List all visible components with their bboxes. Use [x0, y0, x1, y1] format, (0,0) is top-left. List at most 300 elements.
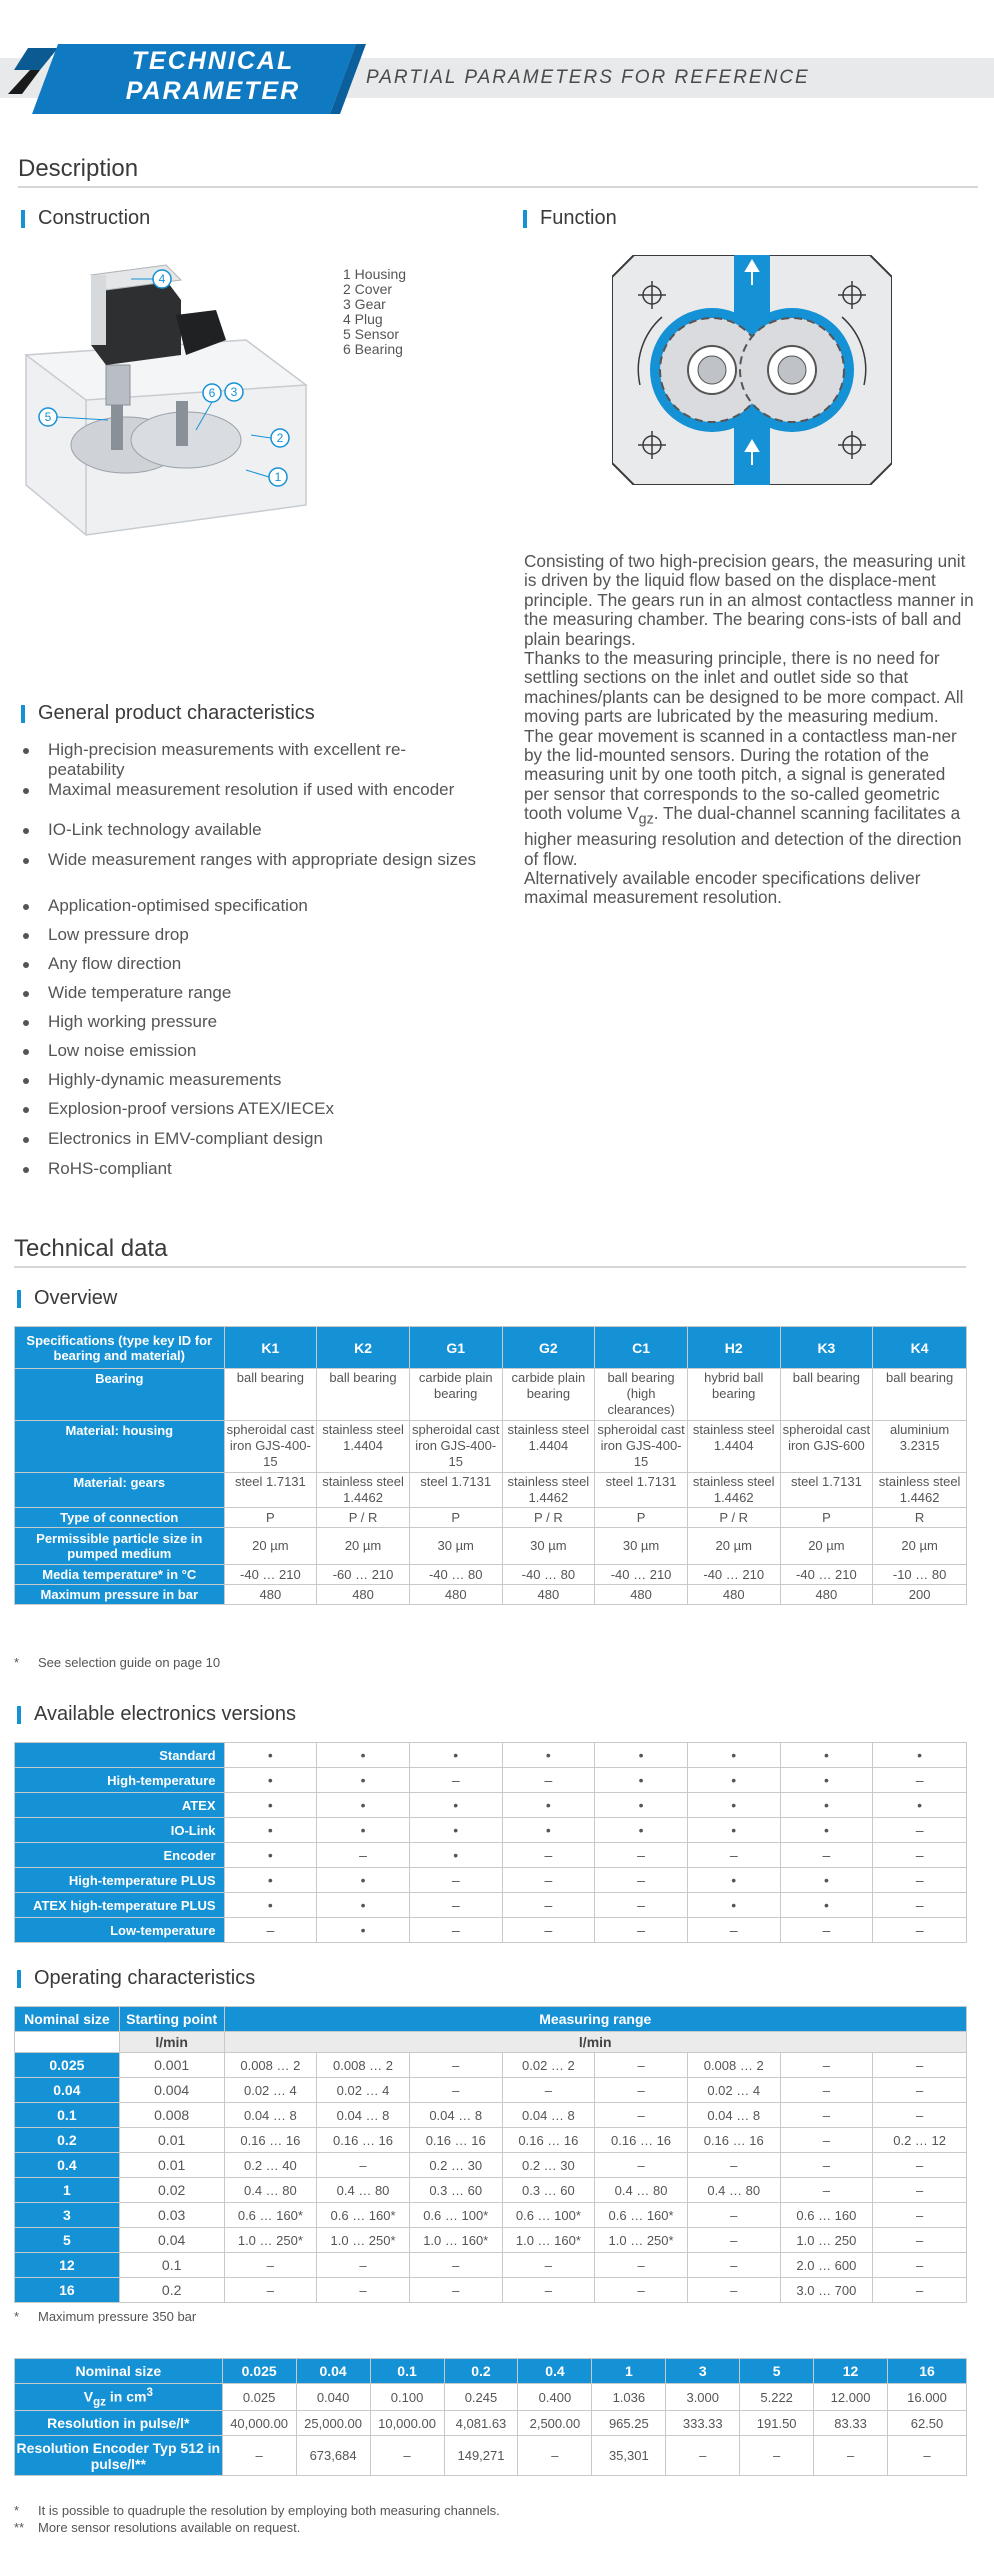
- table-cell: •: [317, 1893, 410, 1918]
- function-diagram: [612, 255, 892, 485]
- table-cell: 0.16 … 16: [502, 2128, 595, 2153]
- table-cell: –: [687, 2278, 780, 2303]
- table-cell: 1.0 … 250: [780, 2228, 873, 2253]
- table-cell: –: [873, 2278, 967, 2303]
- table-row: [15, 2278, 967, 2303]
- table-cell: 0.6 … 160*: [595, 2203, 688, 2228]
- row-label: Maximum pressure in bar: [15, 1585, 225, 1605]
- table-cell: 1.0 … 160*: [502, 2228, 595, 2253]
- list-item: High working pressure: [18, 1012, 478, 1041]
- table-row: [15, 2253, 967, 2278]
- table-cell: 480: [502, 1585, 595, 1605]
- list-item: Any flow direction: [18, 954, 478, 983]
- electronics-table: [14, 1742, 967, 1943]
- heading-operating: Operating characteristics: [14, 1967, 255, 1990]
- table-cell: carbide plain bearing: [409, 1369, 502, 1421]
- row-label: Media temperature* in °C: [15, 1565, 225, 1585]
- table-cell: •: [317, 1818, 410, 1843]
- table-cell: –: [409, 2278, 502, 2303]
- unit-range: l/min: [224, 2032, 966, 2053]
- table-cell: •: [687, 1793, 780, 1818]
- parts-item: 3 Gear: [343, 296, 386, 312]
- table-cell: •: [502, 1743, 595, 1768]
- table-cell: P: [780, 1508, 873, 1528]
- row-label: Standard: [15, 1743, 225, 1768]
- row-label: ATEX: [15, 1793, 225, 1818]
- table-cell: -60 … 210: [317, 1565, 410, 1585]
- table-cell: –: [687, 1918, 780, 1943]
- table-cell: –: [502, 1868, 595, 1893]
- list-item: Wide measurement ranges with appropriate design sizes: [18, 850, 478, 896]
- table-cell: 0.2 … 30: [409, 2153, 502, 2178]
- row-label: High-temperature: [15, 1768, 225, 1793]
- svg-text:1: 1: [274, 470, 282, 484]
- col-starting-point: Starting point: [119, 2007, 224, 2032]
- table-cell: •: [409, 1843, 502, 1868]
- banner-title-line1: TECHNICAL: [131, 47, 295, 75]
- footnote-text: Maximum pressure 350 bar: [38, 2309, 197, 2324]
- table-cell: 0.16 … 16: [409, 2128, 502, 2153]
- table-cell: –: [502, 1918, 595, 1943]
- table-cell: 0.4 … 80: [595, 2178, 688, 2203]
- table-cell: –: [780, 2053, 873, 2078]
- row-label: Type of connection: [15, 1508, 225, 1528]
- table-cell: –: [780, 2178, 873, 2203]
- table-cell: 0.04 … 8: [409, 2103, 502, 2128]
- footnote-text: It is possible to quadruple the resolution by employing both measuring channels.: [38, 2503, 500, 2518]
- table-cell: stainless steel 1.4462: [317, 1473, 410, 1508]
- table-cell: •: [224, 1843, 317, 1868]
- type-K1: K1: [224, 1327, 317, 1369]
- table-cell: •: [224, 1868, 317, 1893]
- svg-text:5: 5: [44, 410, 52, 424]
- table-cell: 480: [409, 1585, 502, 1605]
- table-cell: –: [595, 2278, 688, 2303]
- table-cell: •: [687, 1743, 780, 1768]
- table-cell: 20 µm: [873, 1528, 967, 1565]
- table-cell: –: [780, 2128, 873, 2153]
- row-label: Resolution Encoder Typ 512 in pulse/l**: [15, 2436, 223, 2476]
- table-cell: 1.0 … 250*: [317, 2228, 410, 2253]
- table-cell: 0.008 … 2: [224, 2053, 317, 2078]
- table-cell: 0.100: [370, 2384, 444, 2411]
- table-cell: •: [595, 1793, 688, 1818]
- table-cell: 1.036: [592, 2384, 666, 2411]
- table-cell: aluminium 3.2315: [873, 1421, 967, 1473]
- nominal-size: 0.2: [444, 2359, 518, 2384]
- table-row: [15, 2228, 967, 2253]
- operating-table: [14, 2006, 967, 2303]
- nominal-size: 1: [15, 2178, 120, 2203]
- nominal-size: 0.04: [296, 2359, 370, 2384]
- table-cell: spheroidal cast iron GJS-600: [780, 1421, 873, 1473]
- table-cell: –: [873, 1893, 967, 1918]
- table-row: [15, 2203, 967, 2228]
- table-cell: P / R: [687, 1508, 780, 1528]
- table-cell: –: [873, 1818, 967, 1843]
- table-row: [15, 1743, 967, 1768]
- heading-construction: Construction: [18, 207, 150, 230]
- banner-title: [108, 46, 318, 106]
- table-cell: 0.6 … 160*: [224, 2203, 317, 2228]
- table-cell: stainless steel 1.4462: [502, 1473, 595, 1508]
- table-cell: •: [409, 1743, 502, 1768]
- nominal-size: 0.4: [518, 2359, 592, 2384]
- table-cell: spheroidal cast iron GJS-400-15: [224, 1421, 317, 1473]
- list-item: Application-optimised specification: [18, 896, 478, 925]
- table-cell: 0.04 … 8: [502, 2103, 595, 2128]
- table-row: [15, 1843, 967, 1868]
- table-cell: 0.16 … 16: [595, 2128, 688, 2153]
- table-cell: •: [224, 1793, 317, 1818]
- list-item: High-precision measurements with excellent re-peatability: [18, 740, 478, 782]
- row-label: Nominal size: [15, 2359, 223, 2384]
- table-cell: –: [502, 2278, 595, 2303]
- table-cell: 333.33: [666, 2411, 740, 2436]
- table-cell: –: [687, 1843, 780, 1868]
- table-cell: –: [317, 2153, 410, 2178]
- table-cell: 83.33: [814, 2411, 888, 2436]
- table-cell: –: [224, 2278, 317, 2303]
- heading-overview: Overview: [14, 1287, 117, 1310]
- starting-point: 0.04: [119, 2228, 224, 2253]
- table-cell: •: [317, 1743, 410, 1768]
- banner-title-line2: PARAMETER: [125, 77, 301, 105]
- col-measuring-range: Measuring range: [224, 2007, 966, 2032]
- list-item: Low pressure drop: [18, 925, 478, 954]
- table-cell: •: [409, 1818, 502, 1843]
- table-cell: –: [595, 1893, 688, 1918]
- table-cell: P: [224, 1508, 317, 1528]
- table-cell: •: [317, 1768, 410, 1793]
- table-cell: •: [687, 1893, 780, 1918]
- table-row: [15, 1768, 967, 1793]
- table-cell: –: [518, 2436, 592, 2476]
- table-cell: 20 µm: [687, 1528, 780, 1565]
- table-cell: –: [595, 1843, 688, 1868]
- table-cell: 16.000: [888, 2384, 967, 2411]
- nominal-size: 0.1: [370, 2359, 444, 2384]
- table-row: [15, 2384, 967, 2411]
- table-row: [15, 2153, 967, 2178]
- list-item: Wide temperature range: [18, 983, 478, 1012]
- table-cell: 0.3 … 60: [502, 2178, 595, 2203]
- table-cell: 62.50: [888, 2411, 967, 2436]
- table-cell: -40 … 80: [409, 1565, 502, 1585]
- row-label: Material: housing: [15, 1421, 225, 1473]
- table-cell: 20 µm: [317, 1528, 410, 1565]
- table-cell: •: [780, 1868, 873, 1893]
- table-cell: 0.245: [444, 2384, 518, 2411]
- list-item: IO-Link technology available: [18, 820, 478, 842]
- table-cell: ball bearing: [780, 1369, 873, 1421]
- footnote-marker: *: [14, 2309, 20, 2324]
- starting-point: 0.2: [119, 2278, 224, 2303]
- table-cell: -40 … 210: [780, 1565, 873, 1585]
- table-cell: •: [687, 1818, 780, 1843]
- nominal-size: 0.1: [15, 2103, 120, 2128]
- list-item: RoHS-compliant: [18, 1159, 478, 1189]
- table-cell: 0.400: [518, 2384, 592, 2411]
- nominal-size: 0.025: [15, 2053, 120, 2078]
- function-description: [524, 552, 974, 908]
- heading-function: Function: [520, 207, 617, 230]
- starting-point: 0.1: [119, 2253, 224, 2278]
- table-row: [15, 2178, 967, 2203]
- svg-text:3: 3: [230, 385, 238, 399]
- overview-body: [15, 1369, 967, 1605]
- label-part: V: [83, 2388, 94, 2405]
- type-C1: C1: [595, 1327, 688, 1369]
- table-cell: 1.0 … 160*: [409, 2228, 502, 2253]
- table-cell: 149,271: [444, 2436, 518, 2476]
- table-cell: stainless steel 1.4404: [502, 1421, 595, 1473]
- table-cell: –: [873, 2253, 967, 2278]
- svg-text:6: 6: [208, 386, 216, 400]
- starting-point: 0.01: [119, 2128, 224, 2153]
- row-label: [15, 2384, 223, 2411]
- footnote-text: More sensor resolutions available on request.: [38, 2520, 301, 2535]
- table-cell: –: [595, 2103, 688, 2128]
- table-cell: –: [595, 1868, 688, 1893]
- electronics-body: [15, 1743, 967, 1943]
- footnote-text: See selection guide on page 10: [38, 1655, 221, 1670]
- table-cell: •: [224, 1768, 317, 1793]
- table-row: [15, 2436, 967, 2476]
- table-row: [15, 1868, 967, 1893]
- table-cell: 0.02 … 2: [502, 2053, 595, 2078]
- table-cell: 0.02 … 4: [687, 2078, 780, 2103]
- table-cell: 0.04 … 8: [317, 2103, 410, 2128]
- table-cell: –: [888, 2436, 967, 2476]
- table-cell: 0.040: [296, 2384, 370, 2411]
- table-cell: stainless steel 1.4462: [873, 1473, 967, 1508]
- table-cell: •: [873, 1743, 967, 1768]
- nominal-size: 0.2: [15, 2128, 120, 2153]
- table-cell: •: [687, 1868, 780, 1893]
- label-part: in cm: [106, 2388, 147, 2405]
- table-cell: -40 … 210: [687, 1565, 780, 1585]
- function-paragraph: Thanks to the measuring principle, there is no need for settling sections on the inlet and outlet side so that machines/plants can be designed to be more compact. All moving parts are lubricated by the measuring medium.: [524, 648, 964, 727]
- table-cell: –: [873, 1768, 967, 1793]
- table-cell: –: [873, 2178, 967, 2203]
- function-paragraph: Alternatively available encoder specifications deliver maximal measurement resolution.: [524, 867, 921, 908]
- nominal-size: 1: [592, 2359, 666, 2384]
- table-cell: •: [224, 1743, 317, 1768]
- table-cell: •: [873, 1793, 967, 1818]
- table-cell: P: [409, 1508, 502, 1528]
- parts-item: 1 Housing: [343, 266, 407, 282]
- type-H2: H2: [687, 1327, 780, 1369]
- table-cell: –: [502, 2078, 595, 2103]
- table-cell: 3.000: [666, 2384, 740, 2411]
- section-rule: [18, 186, 978, 188]
- table-cell: –: [409, 1893, 502, 1918]
- list-item: Electronics in EMV-compliant design: [18, 1129, 478, 1159]
- table-cell: 25,000.00: [296, 2411, 370, 2436]
- table-row: [15, 1893, 967, 1918]
- table-cell: –: [317, 1843, 410, 1868]
- table-cell: 35,301: [592, 2436, 666, 2476]
- banner-subtitle: PARTIAL PARAMETERS FOR REFERENCE: [366, 67, 810, 88]
- starting-point: 0.008: [119, 2103, 224, 2128]
- nominal-size: 5: [740, 2359, 814, 2384]
- table-cell: R: [873, 1508, 967, 1528]
- table-cell: –: [780, 2153, 873, 2178]
- table-cell: –: [687, 2203, 780, 2228]
- table-cell: spheroidal cast iron GJS-400-15: [595, 1421, 688, 1473]
- overview-table: [14, 1326, 967, 1605]
- table-cell: –: [780, 1918, 873, 1943]
- table-cell: 0.008 … 2: [317, 2053, 410, 2078]
- table-cell: steel 1.7131: [595, 1473, 688, 1508]
- table-cell: 0.2 … 40: [224, 2153, 317, 2178]
- table-cell: 480: [224, 1585, 317, 1605]
- table-cell: –: [502, 1893, 595, 1918]
- table-row: [15, 2359, 967, 2384]
- table-row: [15, 1918, 967, 1943]
- list-item: Highly-dynamic measurements: [18, 1070, 478, 1099]
- type-G2: G2: [502, 1327, 595, 1369]
- section-title-technical-data: Technical data: [14, 1235, 168, 1262]
- table-cell: P: [595, 1508, 688, 1528]
- table-row: [15, 1585, 967, 1605]
- table-cell: stainless steel 1.4404: [687, 1421, 780, 1473]
- nominal-size: 0.4: [15, 2153, 120, 2178]
- starting-point: 0.004: [119, 2078, 224, 2103]
- table-row: [15, 1508, 967, 1528]
- table-row: [15, 1473, 967, 1508]
- type-K4: K4: [873, 1327, 967, 1369]
- table-cell: 0.4 … 80: [687, 2178, 780, 2203]
- table-row: [15, 1793, 967, 1818]
- label-sup: 3: [146, 2385, 153, 2399]
- overview-header-label: Specifications (type key ID for bearing and material): [15, 1327, 225, 1369]
- table-cell: •: [780, 1893, 873, 1918]
- table-cell: •: [224, 1818, 317, 1843]
- table-cell: 0.6 … 160*: [317, 2203, 410, 2228]
- table-cell: –: [873, 2203, 967, 2228]
- svg-text:4: 4: [158, 272, 166, 286]
- table-cell: •: [502, 1793, 595, 1818]
- table-cell: –: [873, 1918, 967, 1943]
- table-cell: •: [317, 1868, 410, 1893]
- starting-point: 0.03: [119, 2203, 224, 2228]
- parts-item: 5 Sensor: [343, 326, 400, 342]
- table-cell: 0.6 … 160: [780, 2203, 873, 2228]
- nominal-size: 16: [15, 2278, 120, 2303]
- table-cell: 0.6 … 100*: [502, 2203, 595, 2228]
- nominal-size: 16: [888, 2359, 967, 2384]
- table-cell: 0.16 … 16: [687, 2128, 780, 2153]
- table-cell: 0.2 … 30: [502, 2153, 595, 2178]
- row-label: Resolution in pulse/l*: [15, 2411, 223, 2436]
- table-cell: carbide plain bearing: [502, 1369, 595, 1421]
- table-cell: –: [409, 2078, 502, 2103]
- table-cell: –: [873, 2078, 967, 2103]
- table-cell: 12.000: [814, 2384, 888, 2411]
- table-cell: •: [317, 1793, 410, 1818]
- row-label: High-temperature PLUS: [15, 1868, 225, 1893]
- table-cell: 0.04 … 8: [224, 2103, 317, 2128]
- list-item: Explosion-proof versions ATEX/IECEx: [18, 1099, 478, 1129]
- table-cell: 0.02 … 4: [317, 2078, 410, 2103]
- overview-footnote: [14, 1655, 220, 1670]
- table-cell: –: [224, 1918, 317, 1943]
- parts-list: [343, 267, 406, 357]
- nominal-size: 5: [15, 2228, 120, 2253]
- table-cell: 3.0 … 700: [780, 2278, 873, 2303]
- row-label: ATEX high-temperature PLUS: [15, 1893, 225, 1918]
- table-cell: 480: [317, 1585, 410, 1605]
- function-text-sub: gz: [638, 811, 654, 828]
- table-cell: –: [687, 2253, 780, 2278]
- nominal-size: 12: [814, 2359, 888, 2384]
- table-cell: –: [409, 1918, 502, 1943]
- parts-item: 6 Bearing: [343, 341, 403, 357]
- type-G1: G1: [409, 1327, 502, 1369]
- operating-footnote: [14, 2309, 196, 2324]
- table-cell: –: [873, 1843, 967, 1868]
- table-cell: •: [409, 1793, 502, 1818]
- table-cell: –: [740, 2436, 814, 2476]
- table-cell: 200: [873, 1585, 967, 1605]
- table-cell: 30 µm: [595, 1528, 688, 1565]
- table-cell: 1.0 … 250*: [595, 2228, 688, 2253]
- table-cell: steel 1.7131: [780, 1473, 873, 1508]
- empty-cell: [15, 2032, 120, 2053]
- table-cell: stainless steel 1.4404: [317, 1421, 410, 1473]
- header-banner: [0, 40, 994, 118]
- row-label: Encoder: [15, 1843, 225, 1868]
- list-item: Maximal measurement resolution if used with encoder: [18, 780, 478, 822]
- table-cell: 0.04 … 8: [687, 2103, 780, 2128]
- table-row: [15, 2078, 967, 2103]
- label-sub: gz: [93, 2395, 106, 2409]
- starting-point: 0.02: [119, 2178, 224, 2203]
- table-cell: P / R: [317, 1508, 410, 1528]
- table-cell: –: [502, 1843, 595, 1868]
- table-cell: –: [873, 2228, 967, 2253]
- table-cell: steel 1.7131: [224, 1473, 317, 1508]
- table-cell: 480: [780, 1585, 873, 1605]
- function-text-part: . The dual-channel scanning facilitates a higher measuring resolution and detection of the direction of flow.: [524, 803, 962, 869]
- resolution-body: [15, 2359, 967, 2476]
- parts-item: 4 Plug: [343, 311, 383, 327]
- table-cell: –: [370, 2436, 444, 2476]
- table-cell: 1.0 … 250*: [224, 2228, 317, 2253]
- operating-body: [15, 2053, 967, 2303]
- table-cell: 965.25: [592, 2411, 666, 2436]
- function-text-part: The gear movement is scanned in a contactless man-ner by the lid-mounted sensors. During the rotation of the measuring unit by one tooth pitch, a signal is generated per sensor that corresponds to the so-called geometric tooth volume V: [524, 725, 957, 824]
- table-cell: 0.6 … 100*: [409, 2203, 502, 2228]
- table-cell: 0.4 … 80: [224, 2178, 317, 2203]
- table-cell: -40 … 210: [224, 1565, 317, 1585]
- table-cell: 0.16 … 16: [317, 2128, 410, 2153]
- table-cell: 4,081.63: [444, 2411, 518, 2436]
- resolution-table: [14, 2358, 967, 2476]
- table-row: [15, 2103, 967, 2128]
- table-cell: –: [595, 2078, 688, 2103]
- table-cell: •: [687, 1768, 780, 1793]
- table-cell: –: [317, 2253, 410, 2278]
- table-cell: –: [595, 2153, 688, 2178]
- table-cell: 2,500.00: [518, 2411, 592, 2436]
- table-cell: ball bearing (high clearances): [595, 1369, 688, 1421]
- row-label: Material: gears: [15, 1473, 225, 1508]
- type-K2: K2: [317, 1327, 410, 1369]
- table-cell: ball bearing: [873, 1369, 967, 1421]
